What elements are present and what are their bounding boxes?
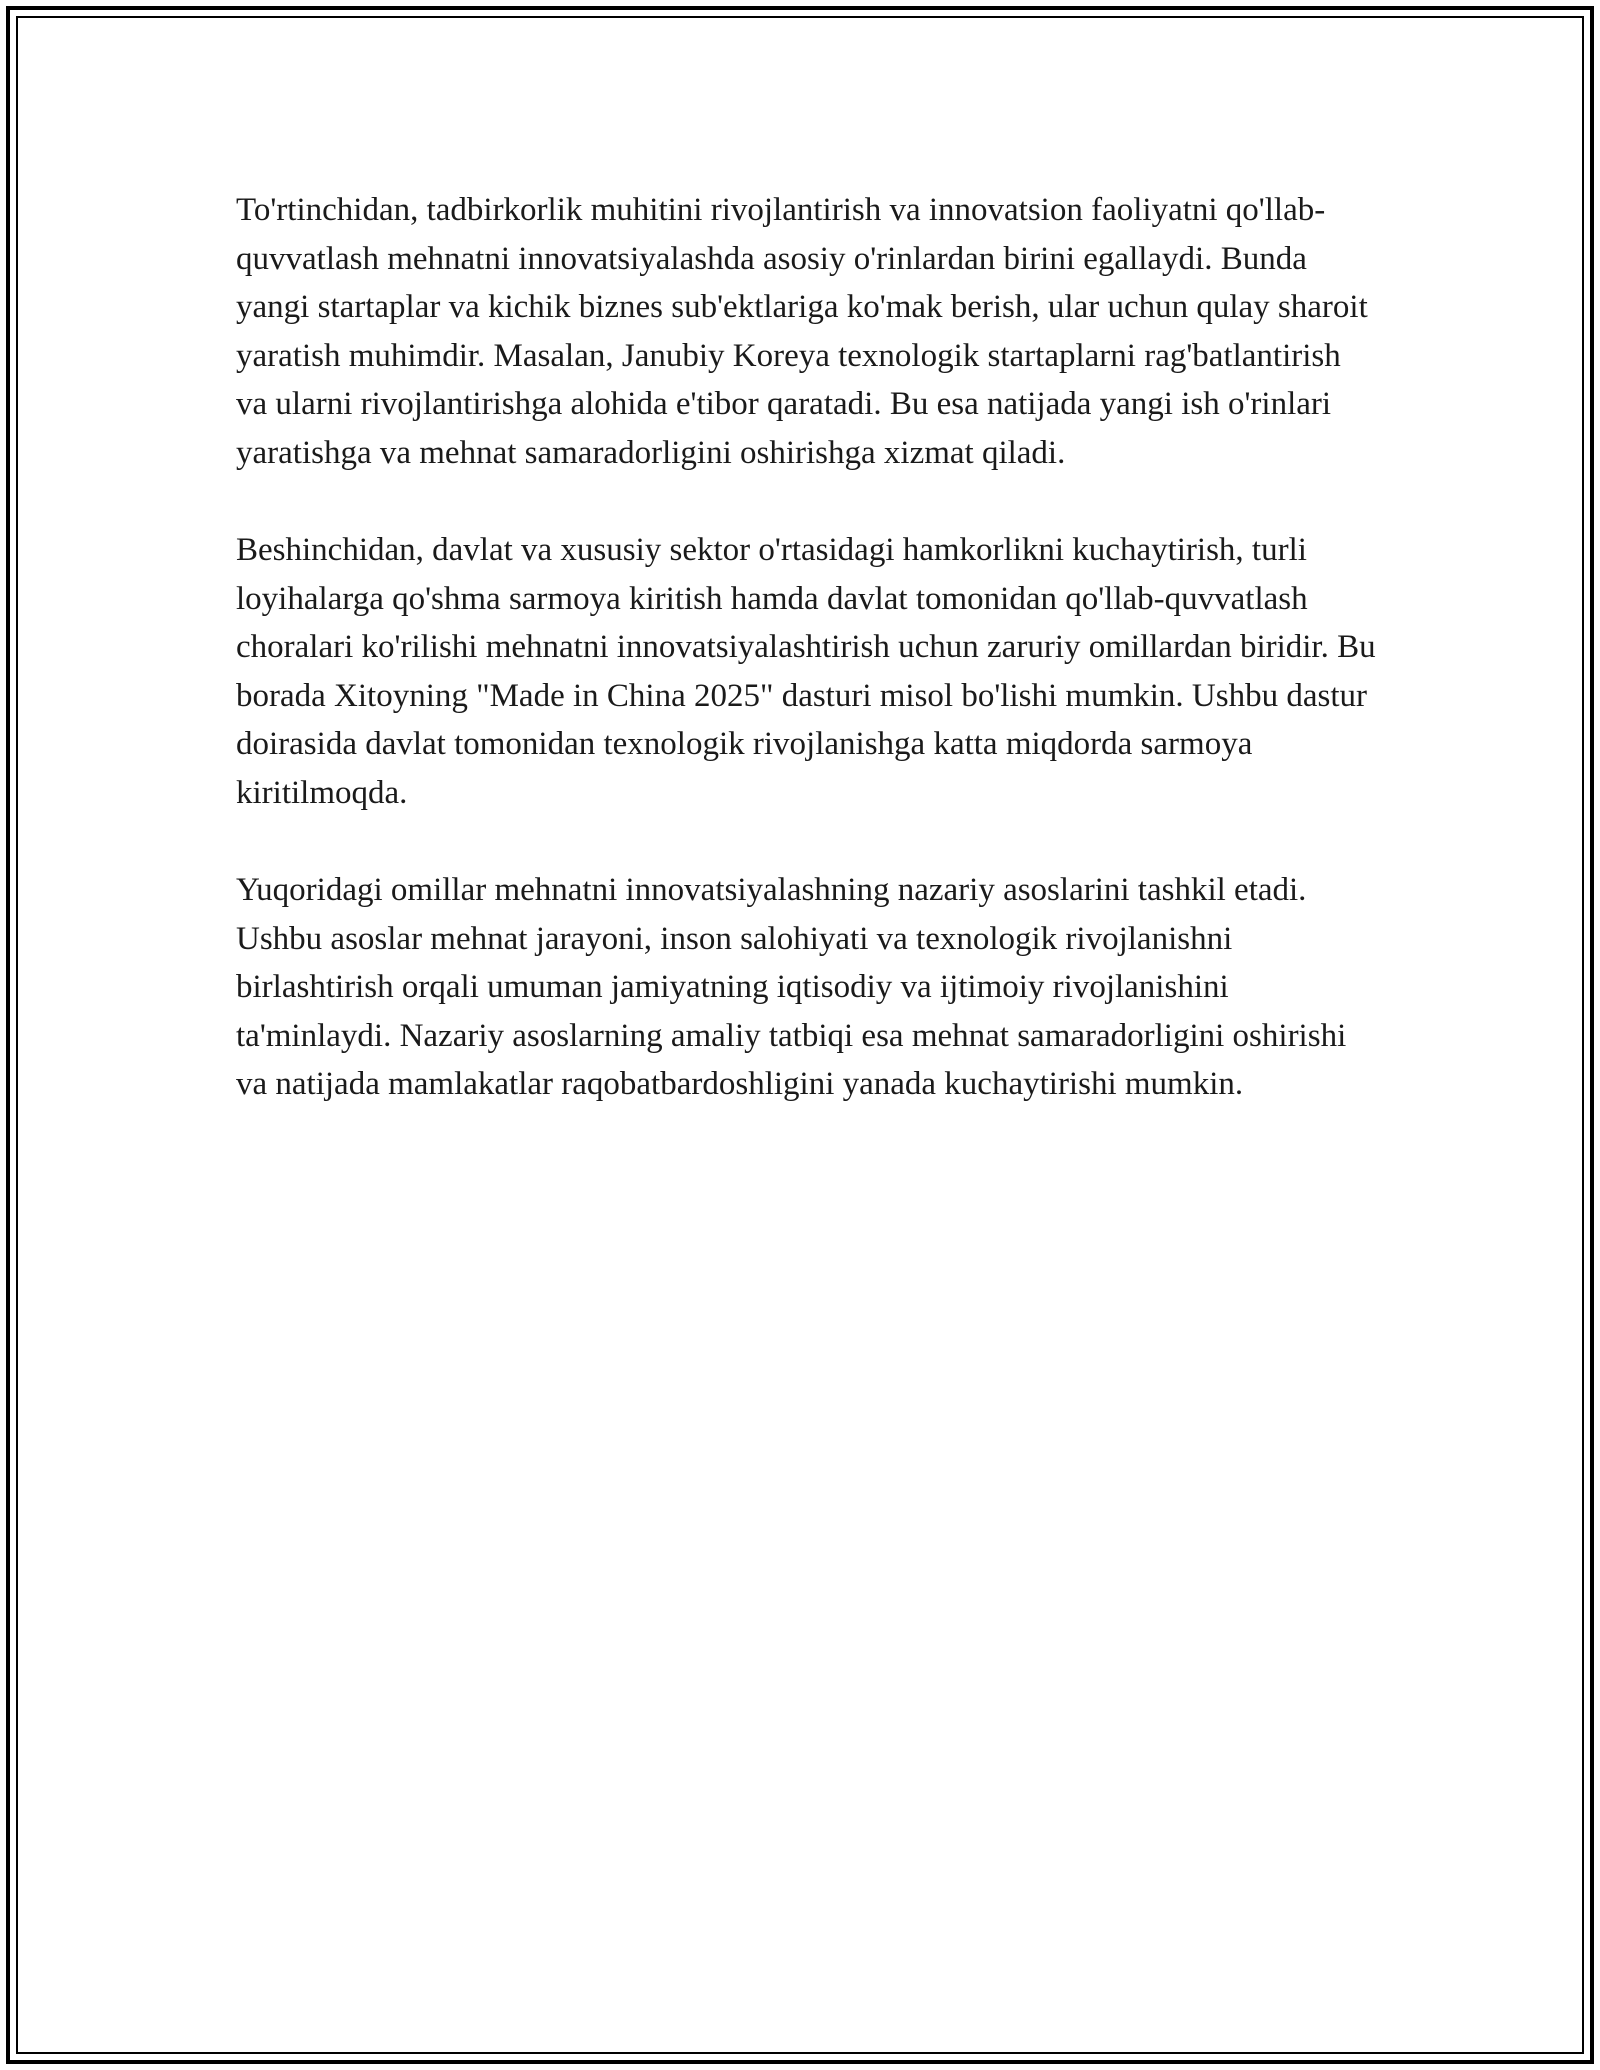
paragraph-beshinchidan: Beshinchidan, davlat va xususiy sektor o'rtasidagi hamkorlikni kuchaytirish, turli loyihalarga qo'shma sarmoya kiritish hamda davlat tomonidan qo'llab-quvvatlash choralari ko'rilishi mehnatni innovatsiyalashtirish uchun zaruriy omillardan biridir. Bu borada Xitoyning "Made in China 2025" dasturi misol bo'lishi mumkin. Ushbu dastur doirasida davlat tomonidan texnologik rivojlanishga katta miqdorda sarmoya kiritilmoqda. [236,532,1376,811]
document-body [236,186,1376,1158]
paragraph-tortinchidan: To'rtinchidan, tadbirkorlik muhitini rivojlantirish va innovatsion faoliyatni qo'llab-quvvatlash mehnatni innovatsiyalashda asosiy o'rinlardan birini egallaydi. Bunda yangi startaplar va kichik biznes sub'ektlariga ko'mak berish, ular uchun qulay sharoit yaratish muhimdir. Masalan, Janubiy Koreya texnologik startaplarni rag'batlantirish va ularni rivojlantirishga alohida e'tibor qaratadi. Bu esa natijada yangi ish o'rinlari yaratishga va mehnat samaradorligini oshirishga xizmat qiladi. [236,192,1368,471]
paragraph-yuqoridagi: Yuqoridagi omillar mehnatni innovatsiyalashning nazariy asoslarini tashkil etadi. Ushbu asoslar mehnat jarayoni, inson salohiyati va texnologik rivojlanishni birlashtirish orqali umuman jamiyatning iqtisodiy va ijtimoiy rivojlanishini ta'minlaydi. Nazariy asoslarning amaliy tatbiqi esa mehnat samaradorligini oshirishi va natijada mamlakatlar raqobatbardoshligini yanada kuchaytirishi mumkin. [236,872,1347,1102]
